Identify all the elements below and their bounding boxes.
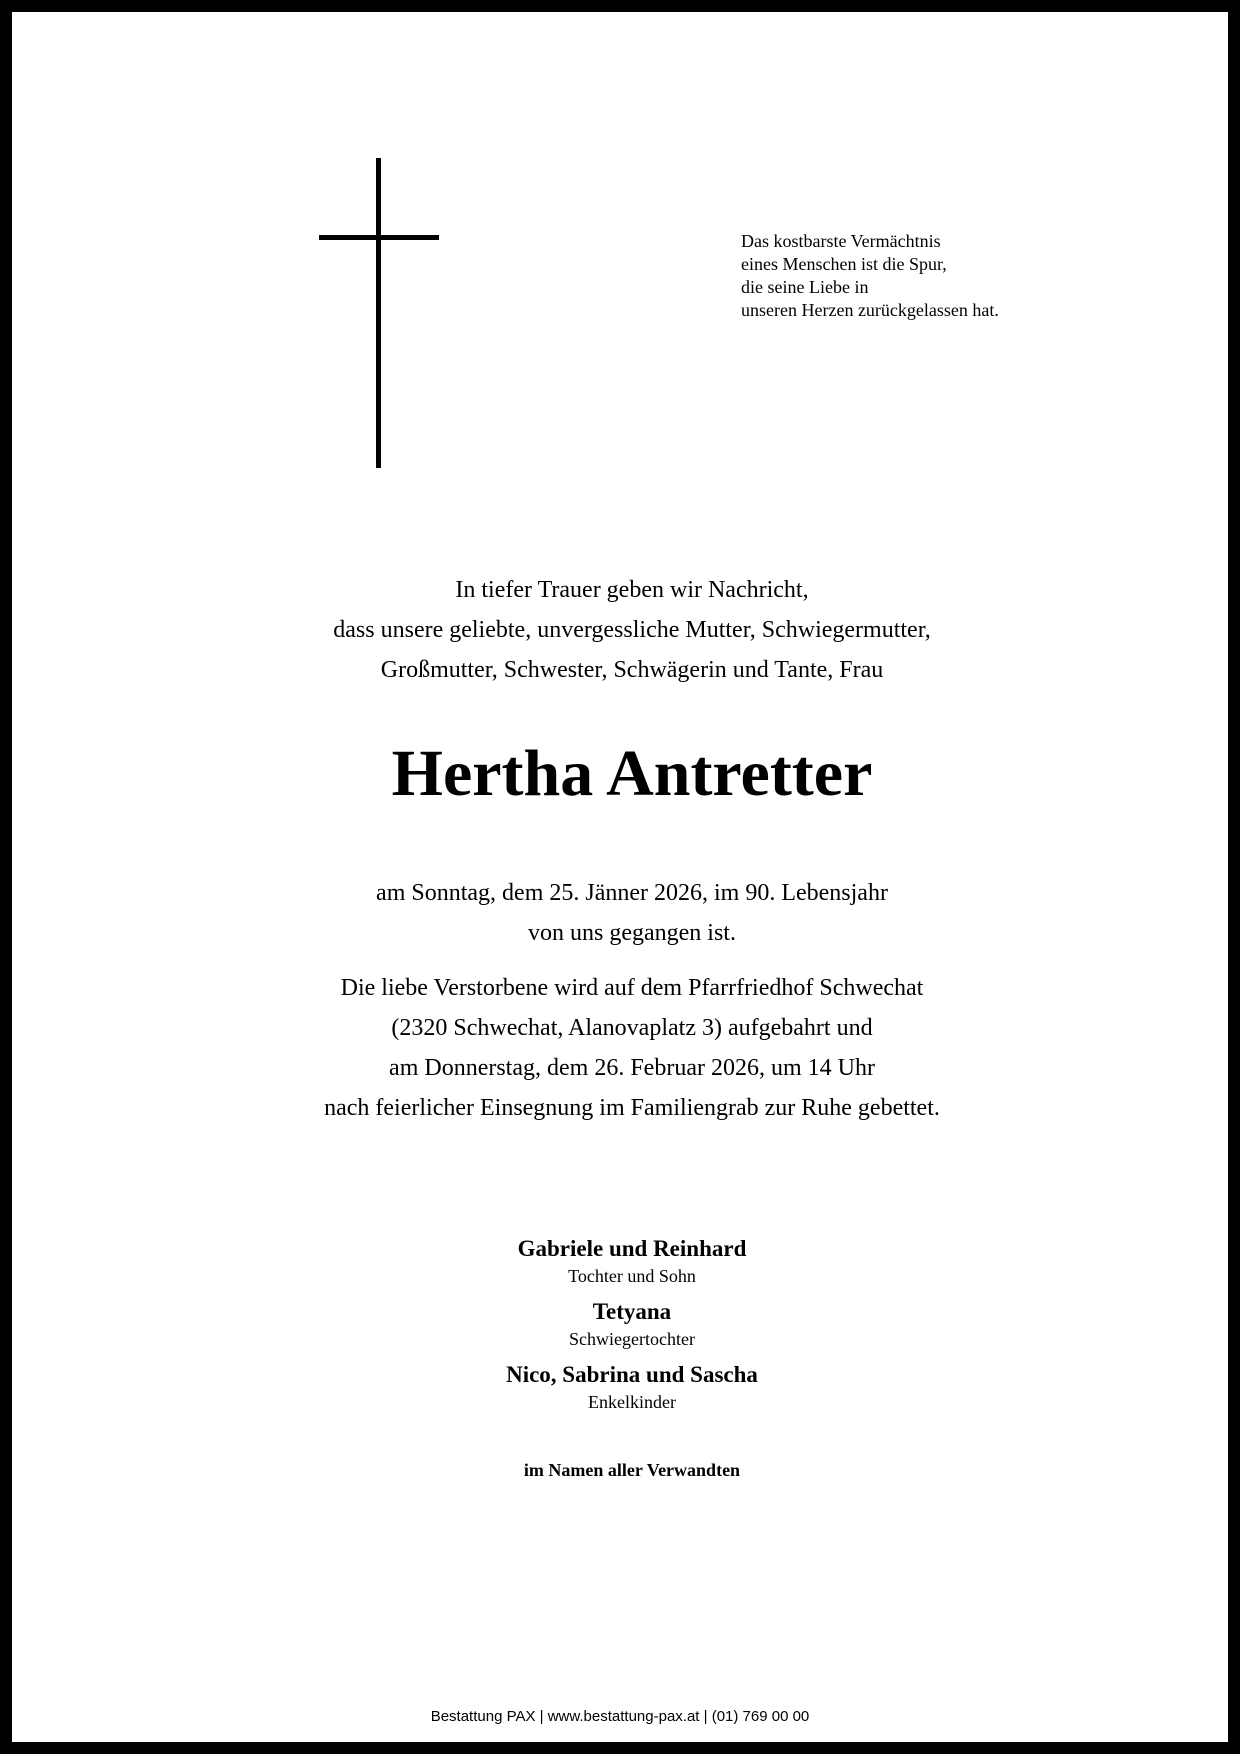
mourner-names: Gabriele und Reinhard xyxy=(517,1236,747,1261)
intro-line: In tiefer Trauer geben wir Nachricht, xyxy=(455,577,809,603)
mourner-names: Nico, Sabrina und Sascha xyxy=(506,1362,758,1387)
memorial-quote xyxy=(741,230,1161,322)
funeral-details xyxy=(12,968,1240,1128)
quote-line: eines Menschen ist die Spur, xyxy=(741,254,947,274)
intro-line: dass unsere geliebte, unvergessliche Mutter, Schwiegermutter, xyxy=(333,617,931,643)
cross-vertical-bar xyxy=(376,158,381,468)
mourner-group xyxy=(12,1360,1240,1414)
quote-line: die seine Liebe in xyxy=(741,277,869,297)
intro-line: Großmutter, Schwester, Schwägerin und Tante, Frau xyxy=(380,657,884,683)
funeral-home-footer: Bestattung PAX | www.bestattung-pax.at | (01) 769 00 00 xyxy=(430,1708,810,1725)
announcement-intro xyxy=(12,570,1240,690)
cross-horizontal-bar xyxy=(319,235,439,240)
mourner-relation: Tochter und Sohn xyxy=(568,1266,696,1286)
cross-icon xyxy=(319,158,439,468)
mourners-list xyxy=(12,1234,1240,1423)
death-line: von uns gegangen ist. xyxy=(528,920,736,946)
death-line: am Sonntag, dem 25. Jänner 2026, im 90. Lebensjahr xyxy=(376,880,888,906)
funeral-line: Die liebe Verstorbene wird auf dem Pfarrfriedhof Schwechat xyxy=(340,975,924,1001)
mourner-group xyxy=(12,1297,1240,1351)
deceased-name: Hertha Antretter xyxy=(391,737,873,810)
death-notice xyxy=(12,873,1240,953)
closing-line: im Namen aller Verwandten xyxy=(523,1460,741,1480)
mourner-relation: Schwiegertochter xyxy=(569,1329,695,1349)
quote-line: Das kostbarste Vermächtnis xyxy=(741,231,941,251)
mourner-group xyxy=(12,1234,1240,1288)
mourner-names: Tetyana xyxy=(592,1299,672,1324)
funeral-line: nach feierlicher Einsegnung im Familiengrab zur Ruhe gebettet. xyxy=(324,1095,940,1121)
mourner-relation: Enkelkinder xyxy=(588,1392,676,1412)
funeral-line: (2320 Schwechat, Alanovaplatz 3) aufgebahrt und xyxy=(391,1015,873,1041)
quote-line: unseren Herzen zurückgelassen hat. xyxy=(741,300,999,320)
funeral-line: am Donnerstag, dem 26. Februar 2026, um 14 Uhr xyxy=(389,1055,875,1081)
